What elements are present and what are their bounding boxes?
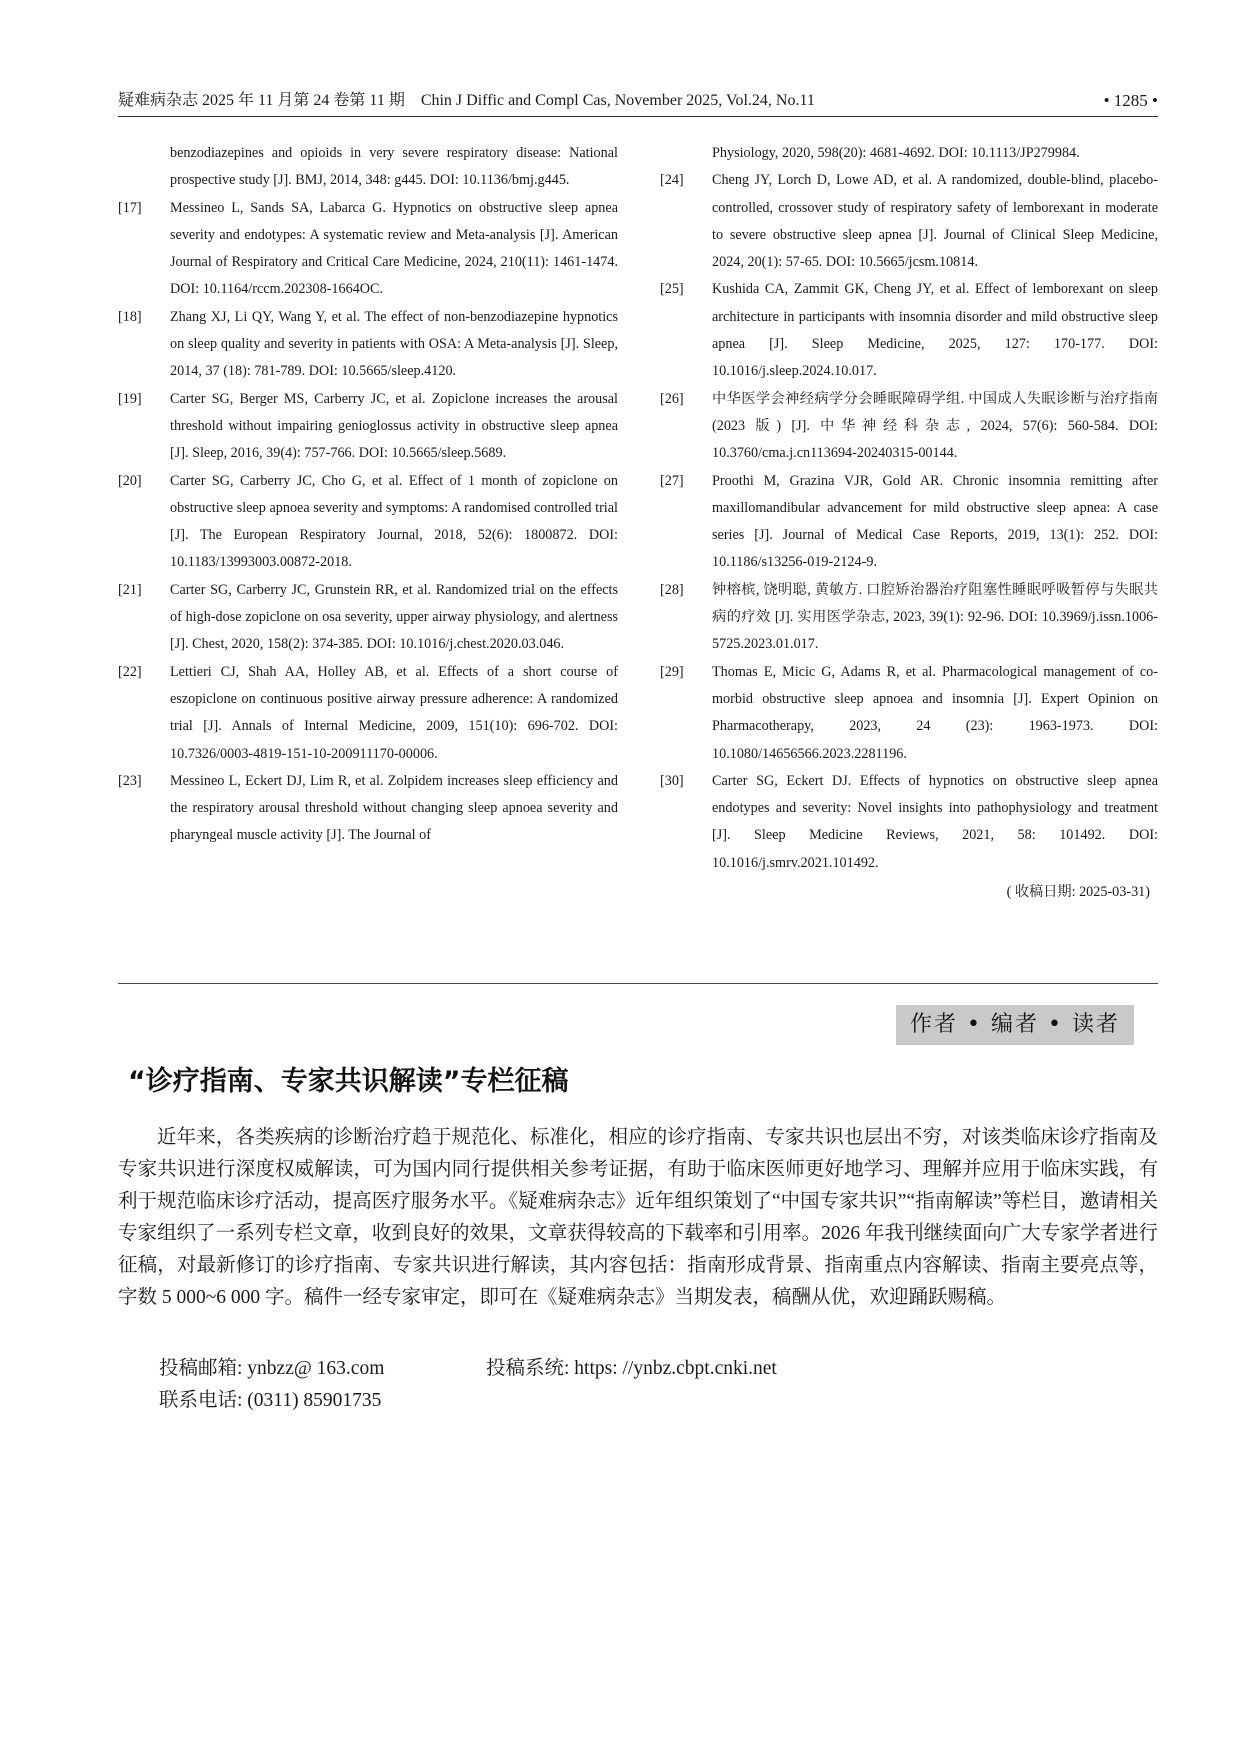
reference-item: [118, 304, 618, 386]
reference-number: [30]: [660, 772, 684, 789]
reference-number: [19]: [118, 390, 142, 407]
reference-text: Kushida CA, Zammit GK, Cheng JY, et al. Effect of lemborexant on sleep architecture in participants with insomnia disorder and mild obstructive sleep apnea [J]. Sleep Medicine, 2025, 127: 170-177. DOI: 10.1016/j.sleep.2024.10.017.: [712, 281, 1158, 380]
submission-system: 投稿系统: https: //ynbz.cbpt.cnki.net: [486, 1358, 777, 1379]
reference-text: Carter SG, Carberry JC, Cho G, et al. Effect of 1 month of zopiclone on obstructive sleep apnoea severity and symptoms: A randomised controlled trial [J]. The European Respiratory Journal, 2018, 52(6): 1800872. DOI: 10.1183/13993003.00872-2018.: [170, 472, 618, 571]
reference-number: [22]: [118, 663, 142, 680]
reference-number: [17]: [118, 199, 142, 216]
received-date: ( 收稿日期: 2025-03-31): [1006, 884, 1150, 901]
reference-item: [660, 659, 1158, 768]
reference-number: [25]: [660, 281, 684, 298]
contact-phone: 联系电话: (0311) 85901735: [159, 1390, 382, 1411]
reference-text: Messineo L, Eckert DJ, Lim R, et al. Zolpidem increases sleep efficiency and the respiratory arousal threshold without changing sleep apnoea severity and pharyngeal muscle activity [J]. The Journal of: [170, 772, 618, 844]
reference-number: [27]: [660, 472, 684, 489]
reference-item: [660, 386, 1158, 468]
reference-number: [20]: [118, 472, 142, 489]
article-body: 近年来，各类疾病的诊断治疗趋于规范化、标准化，相应的诊疗指南、专家共识也层出不穷，对该类临床诊疗指南及专家共识进行深度权威解读，可为国内同行提供相关参考证据，有助于临床医师更好地学习、理解并应用于临床实践，有利于规范临床诊疗活动，提高医疗服务水平。《疑难病杂志》近年组织策划了“中国专家共识”“指南解读”等栏目，邀请相关专家组织了一系列专栏文章，收到良好的效果，文章获得较高的下载率和引用率。2026 年我刊继续面向广大专家学者进行征稿，对最新修订的诊疗指南、专家共识进行解读，其内容包括：指南形成背景、指南重点内容解读、指南主要亮点等，字数 5 000~6 000 字。稿件一经专家审定，即可在《疑难病杂志》当期发表，稿酬从优，欢迎踊跃赐稿。: [118, 1127, 1158, 1308]
submission-email: 投稿邮箱: ynbzz@ 163.com: [159, 1358, 385, 1379]
reference-text: Proothi M, Grazina VJR, Gold AR. Chronic insomnia remitting after maxillomandibular advancement for mild obstructive sleep apnea: A case series [J]. Journal of Medical Case Reports, 2019, 13(1): 252. DOI: 10.1186/s13256-019-2124-9.: [712, 472, 1158, 571]
reference-continuation: Physiology, 2020, 598(20): 4681-4692. DOI: 10.1113/JP279984.: [712, 145, 1080, 161]
reference-number: [18]: [118, 308, 142, 325]
section-tag: 作者 • 编者 • 读者: [896, 1005, 1134, 1045]
reference-number: [29]: [660, 663, 684, 680]
references-right-column: [660, 140, 1158, 906]
page-number: • 1285 •: [1103, 91, 1158, 110]
reference-continuation: benzodiazepines and opioids in very severe respiratory disease: National prospective study [J]. BMJ, 2014, 348: g445. DOI: 10.1136/bmj.g445.: [170, 145, 618, 189]
reference-item: [118, 195, 618, 304]
reference-item: [660, 167, 1158, 276]
reference-number: [26]: [660, 390, 684, 407]
article-title: “诊疗指南、专家共识解读”专栏征稿: [128, 1066, 569, 1097]
reference-item: [118, 659, 618, 768]
reference-item: [660, 276, 1158, 385]
reference-text: Carter SG, Berger MS, Carberry JC, et al. Zopiclone increases the arousal threshold without impairing genioglossus activity in obstructive sleep apnea [J]. Sleep, 2016, 39(4): 757-766. DOI: 10.5665/sleep.5689.: [170, 390, 618, 462]
references-left-column: [118, 140, 618, 850]
reference-number: [28]: [660, 581, 684, 598]
reference-item: [118, 468, 618, 577]
reference-text: Zhang XJ, Li QY, Wang Y, et al. The effect of non-benzodiazepine hypnotics on sleep quality and severity in patients with OSA: A Meta-analysis [J]. Sleep, 2014, 37 (18): 781-789. DOI: 10.5665/sleep.4120.: [170, 308, 618, 380]
journal-citation-line: 疑难病杂志 2025 年 11 月第 24 卷第 11 期 Chin J Diffic and Compl Cas, November 2025, Vol.24, No.11: [118, 92, 815, 109]
section-divider: [118, 983, 1158, 984]
reference-item: [660, 468, 1158, 577]
reference-item: [118, 386, 618, 468]
reference-number: [21]: [118, 581, 142, 598]
reference-item: [660, 768, 1158, 877]
reference-item: [660, 577, 1158, 659]
reference-text: 钟榕槟, 饶明聪, 黄敏方. 口腔矫治器治疗阻塞性睡眠呼吸暂停与失眠共病的疗效 [J]. 实用医学杂志, 2023, 39(1): 92-96. DOI: 10.3969/j.issn.1006-5725.2023.01.017.: [712, 581, 1158, 653]
reference-item: [118, 768, 618, 850]
reference-text: Messineo L, Sands SA, Labarca G. Hypnotics on obstructive sleep apnea severity and endotypes: A systematic review and Meta-analysis [J]. American Journal of Respiratory and Critical Care Medicine, 2024, 210(11): 1461-1474. DOI: 10.1164/rccm.202308-1664OC.: [170, 199, 618, 298]
reference-text: Carter SG, Eckert DJ. Effects of hypnotics on obstructive sleep apnea endotypes and severity: Novel insights into pathophysiology and treatment [J]. Sleep Medicine Reviews, 2021, 58: 101492. DOI: 10.1016/j.smrv.2021.101492.: [712, 772, 1158, 871]
reference-number: [24]: [660, 172, 684, 189]
reference-text: Thomas E, Micic G, Adams R, et al. Pharmacological management of co-morbid obstructive sleep apnoea and insomnia [J]. Expert Opinion on Pharmacotherapy, 2023, 24 (23): 1963-1973. DOI: 10.1080/14656566.2023.2281196.: [712, 663, 1158, 762]
reference-text: Carter SG, Carberry JC, Grunstein RR, et al. Randomized trial on the effects of high-dose zopiclone on osa severity, upper airway physiology, and alertness [J]. Chest, 2020, 158(2): 374-385. DOI: 10.1016/j.chest.2020.03.046.: [170, 581, 618, 653]
running-header: [118, 90, 1158, 117]
reference-item: [118, 577, 618, 659]
reference-number: [23]: [118, 772, 142, 789]
reference-text: Cheng JY, Lorch D, Lowe AD, et al. A randomized, double-blind, placebo-controlled, crossover study of respiratory safety of lemborexant in moderate to severe obstructive sleep apnea [J]. Journal of Clinical Sleep Medicine, 2024, 20(1): 57-65. DOI: 10.5665/jcsm.10814.: [712, 172, 1158, 271]
reference-text: 中华医学会神经病学分会睡眠障碍学组. 中国成人失眠诊断与治疗指南(2023 版) [J]. 中华神经科杂志, 2024, 57(6): 560-584. DOI: 10.3760/cma.j.cn113694-20240315-00144.: [712, 390, 1158, 462]
reference-text: Lettieri CJ, Shah AA, Holley AB, et al. Effects of a short course of eszopiclone on continuous positive airway pressure adherence: A randomized trial [J]. Annals of Internal Medicine, 2009, 151(10): 696-702. DOI: 10.7326/0003-4819-151-10-200911170-00006.: [170, 663, 618, 762]
